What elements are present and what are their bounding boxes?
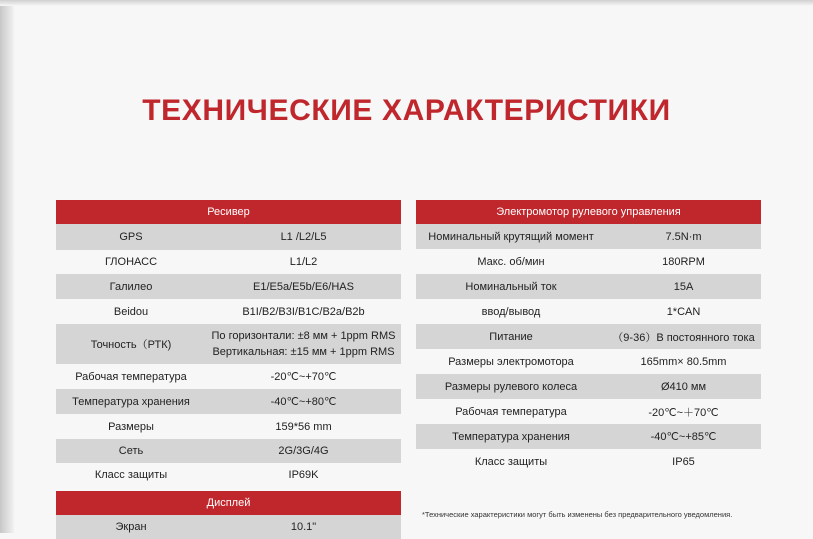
spec-value: 7.5N·m <box>665 230 702 243</box>
table-row <box>56 463 401 487</box>
page-top-shadow <box>0 0 813 6</box>
spec-label: ввод/вывод <box>481 305 541 318</box>
spec-label: Номинальный ток <box>465 280 557 293</box>
spec-label: Питание <box>489 330 533 343</box>
table-row <box>416 399 761 424</box>
table-row <box>56 224 401 250</box>
spec-label: Размеры рулевого колеса <box>444 380 578 393</box>
spec-value <box>206 324 401 364</box>
spec-label: Температура хранения <box>452 430 570 443</box>
spec-value: E1/E5a/E5b/E6/HAS <box>253 280 354 293</box>
spec-label: Сеть <box>118 445 144 457</box>
spec-value: 159*56 mm <box>275 420 332 433</box>
spec-label: Номинальный крутящий момент <box>428 230 594 243</box>
table-row <box>56 414 401 439</box>
spec-label: Размеры электромотора <box>448 355 574 368</box>
table-row <box>56 324 401 364</box>
table-row <box>416 274 761 299</box>
page-title: ТЕХНИЧЕСКИЕ ХАРАКТЕРИСТИКИ <box>142 94 671 127</box>
table-row <box>416 349 761 374</box>
spec-value: -40℃~+80℃ <box>270 396 337 408</box>
motor-header: Электромотор рулевого управления <box>416 200 761 224</box>
table-row <box>416 449 761 474</box>
spec-label: Галилео <box>109 280 153 293</box>
receiver-spec-table <box>56 200 401 539</box>
spec-value: Ø410 мм <box>660 380 707 393</box>
table-row <box>416 324 761 349</box>
motor-spec-table <box>416 200 761 474</box>
disclaimer-note: *Технические характеристики могут быть изменены без предварительного уведомления. <box>422 510 733 519</box>
table-row <box>56 274 401 299</box>
table-row <box>56 250 401 274</box>
spec-label: Макс. об/мин <box>477 255 545 268</box>
spec-label: GPS <box>119 231 143 243</box>
page-edge-shadow <box>0 0 14 533</box>
spec-value: -40℃~+85℃ <box>650 431 717 443</box>
spec-value: IP65 <box>672 455 695 468</box>
spec-value: 1*CAN <box>666 305 701 318</box>
table-row <box>56 364 401 389</box>
table-row <box>416 424 761 449</box>
spec-value: -20℃~+70℃ <box>270 371 337 383</box>
spec-label: Рабочая температура <box>75 370 187 383</box>
spec-label: Точность（РТК) <box>90 339 172 351</box>
accuracy-vertical: Вертикальная: ±15 мм + 1ppm RMS <box>212 346 395 358</box>
table-row <box>416 374 761 399</box>
spec-value: 10.1" <box>290 521 317 533</box>
table-row <box>56 299 401 324</box>
spec-value: IP69K <box>288 469 319 481</box>
spec-value: 15A <box>673 280 694 293</box>
display-header: Дисплей <box>56 491 401 515</box>
spec-label: ГЛОНАСС <box>104 256 158 268</box>
spec-label: Класс защиты <box>94 469 168 481</box>
accuracy-horizontal: По горизонтали: ±8 мм + 1ppm RMS <box>211 330 396 342</box>
spec-label: Температура хранения <box>72 395 190 408</box>
table-row <box>416 299 761 324</box>
table-row <box>416 249 761 274</box>
spec-value: L1 /L2/L5 <box>280 231 327 243</box>
spec-label: Экран <box>115 521 147 533</box>
spec-value: L1/L2 <box>289 256 318 268</box>
spec-value: 180RPM <box>662 255 705 268</box>
spec-value: （9-36）В постоянного тока <box>612 331 755 344</box>
table-row <box>56 515 401 539</box>
spec-value: B1I/B2/B3I/B1C/B2a/B2b <box>242 305 365 318</box>
table-row <box>56 389 401 414</box>
receiver-header: Ресивер <box>56 200 401 224</box>
spec-value: 2G/3G/4G <box>278 445 329 457</box>
table-row <box>416 224 761 249</box>
spec-label: Размеры <box>108 420 154 433</box>
spec-value: -20℃~＋70℃ <box>648 406 719 419</box>
spec-label: Класс защиты <box>474 455 548 468</box>
table-row <box>56 439 401 463</box>
spec-value: 165mm× 80.5mm <box>640 355 727 368</box>
spec-label: Рабочая температура <box>455 405 567 418</box>
spec-label: Beidou <box>113 305 149 318</box>
